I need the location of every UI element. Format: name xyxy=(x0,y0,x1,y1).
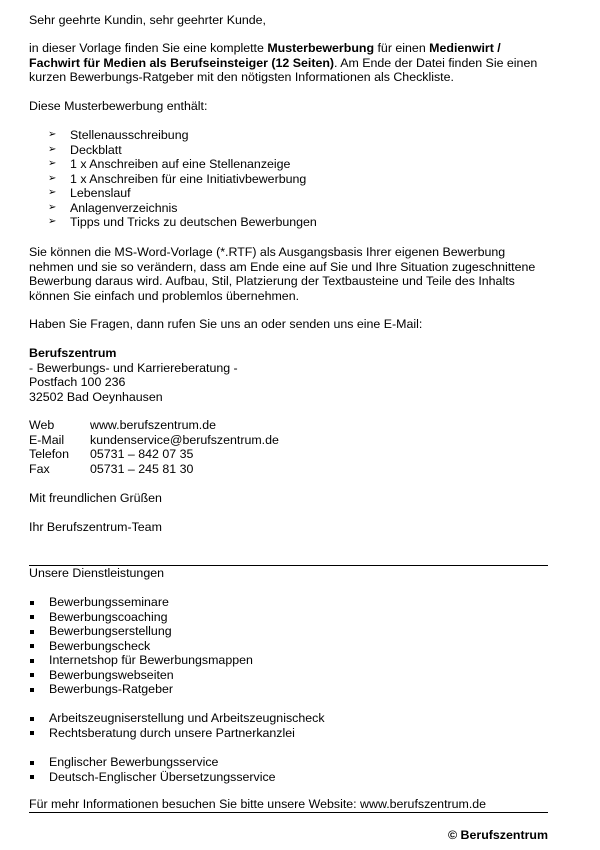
arrow-bullet-icon: ➢ xyxy=(48,158,57,169)
arrow-bullet-icon: ➢ xyxy=(48,143,57,155)
list-item: Bewerbungscoaching xyxy=(29,610,253,625)
list-item: Bewerbungserstellung xyxy=(29,624,253,639)
services-list-2 xyxy=(29,711,325,740)
company-name: Berufszentrum xyxy=(29,346,117,360)
services-heading: Unsere Dienstleistungen xyxy=(29,566,164,580)
square-bullet-icon xyxy=(29,682,49,697)
greeting: Sehr geehrte Kundin, sehr geehrter Kunde, xyxy=(29,13,266,27)
intro-paragraph xyxy=(29,41,549,85)
intro-text-3: . Am Ende der Datei finden Sie einen kurzen Bewerbungs-Ratgeber mit den nötigsten Informationen als Checkliste. xyxy=(29,55,538,84)
list-item: Bewerbungs-Ratgeber xyxy=(29,682,253,697)
email-link[interactable]: kundenservice@berufszentrum.de xyxy=(90,432,279,447)
phone-number: 05731 – 842 07 35 xyxy=(90,447,194,461)
arrow-bullet-icon: ➢ xyxy=(48,129,57,140)
address-block xyxy=(29,346,238,404)
signature-team: Ihr Berufszentrum-Team xyxy=(29,520,162,534)
questions-line: Haben Sie Fragen, dann rufen Sie uns an oder senden uns eine E-Mail: xyxy=(29,317,423,331)
list-item: ➢ Tipps und Tricks zu deutschen Bewerbungen xyxy=(29,215,317,230)
closing-regards: Mit freundlichen Grüßen xyxy=(29,491,162,505)
arrow-bullet-icon: ➢ xyxy=(48,201,57,213)
address-line: 32502 Bad Oeynhausen xyxy=(29,389,163,404)
services-list-3 xyxy=(29,755,276,784)
square-bullet-icon xyxy=(29,770,49,785)
contact-row-web: Web www.berufszentrum.de xyxy=(29,418,217,432)
more-info-line: Für mehr Informationen besuchen Sie bitte unsere Website: www.berufszentrum.de xyxy=(29,797,487,811)
square-bullet-icon xyxy=(29,668,49,683)
list-item: ➢ Stellenausschreibung xyxy=(29,128,317,143)
list-item: Arbeitszeugniserstellung und Arbeitszeugnischeck xyxy=(29,711,325,726)
word-template-paragraph: Sie können die MS-Word-Vorlage (*.RTF) als Ausgangsbasis Ihrer eigenen Bewerbung nehmen und sie so verändern, dass am Ende eine auf Sie und Ihre Situation zugeschnittene Bewerbung daraus wird. Aufbau, Stil, Platzierung der Textbausteine und Teile des Inhalts können Sie einfach und problemlos übernehmen. xyxy=(29,245,536,303)
fax-number: 05731 – 245 81 30 xyxy=(90,461,194,476)
arrow-bullet-icon: ➢ xyxy=(48,216,57,227)
address-line: - Bewerbungs- und Karriereberatung - xyxy=(29,360,238,375)
contact-row-fax: Fax 05731 – 245 81 30 xyxy=(29,461,194,476)
intro-bold-2: Medienwirt / Fachwirt für Medien als Berufseinsteiger (12 Seiten) xyxy=(29,41,501,70)
web-link[interactable]: www.berufszentrum.de xyxy=(90,418,217,432)
list-item: ➢ Anlagenverzeichnis xyxy=(29,201,317,216)
contact-row-phone: Telefon 05731 – 842 07 35 xyxy=(29,447,194,461)
list-item: Deutsch-Englischer Übersetzungsservice xyxy=(29,770,276,785)
list-item: Internetshop für Bewerbungsmappen xyxy=(29,653,253,668)
contents-heading: Diese Musterbewerbung enthält: xyxy=(29,99,208,113)
square-bullet-icon xyxy=(29,610,49,625)
list-item: Rechtsberatung durch unsere Partnerkanzlei xyxy=(29,726,325,741)
list-item: ➢ Deckblatt xyxy=(29,143,317,158)
list-item: Englischer Bewerbungsservice xyxy=(29,755,276,770)
contents-list xyxy=(29,128,317,230)
intro-text-1: in dieser Vorlage finden Sie eine komplette xyxy=(29,41,268,55)
intro-bold-1: Musterbewerbung xyxy=(267,41,375,55)
list-item: ➢ Lebenslauf xyxy=(29,186,317,201)
square-bullet-icon xyxy=(29,726,49,741)
services-list-1 xyxy=(29,595,253,697)
divider xyxy=(29,812,548,813)
square-bullet-icon xyxy=(29,595,49,610)
list-item: Bewerbungsseminare xyxy=(29,595,253,610)
arrow-bullet-icon: ➢ xyxy=(48,187,57,198)
arrow-bullet-icon: ➢ xyxy=(48,172,57,184)
square-bullet-icon xyxy=(29,755,49,770)
square-bullet-icon xyxy=(29,653,49,668)
contact-block xyxy=(29,418,279,476)
address-line: Postfach 100 236 xyxy=(29,375,126,389)
list-item: ➢ 1 x Anschreiben auf eine Stellenanzeige xyxy=(29,157,317,172)
contact-row-email: E-Mail kundenservice@berufszentrum.de xyxy=(29,432,279,447)
square-bullet-icon xyxy=(29,639,49,654)
intro-text-2: für einen xyxy=(374,41,430,55)
list-item: Bewerbungswebseiten xyxy=(29,668,253,683)
square-bullet-icon xyxy=(29,624,49,639)
list-item: ➢ 1 x Anschreiben für eine Initiativbewerbung xyxy=(29,172,317,187)
square-bullet-icon xyxy=(29,711,49,726)
list-item: Bewerbungscheck xyxy=(29,639,253,654)
copyright-notice: © Berufszentrum xyxy=(447,828,548,842)
